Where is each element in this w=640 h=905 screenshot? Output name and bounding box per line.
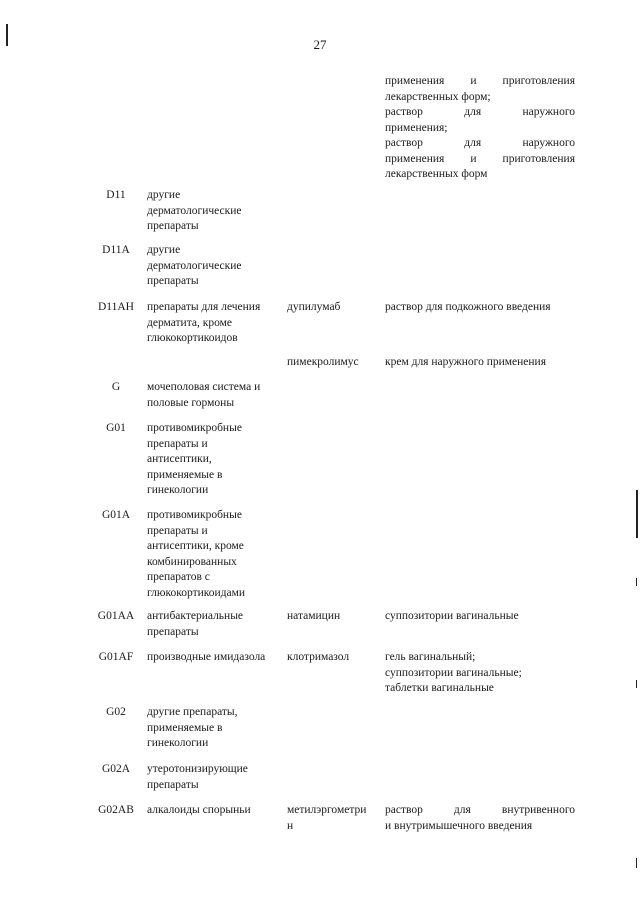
- dosage-form: [385, 300, 575, 316]
- atc-code: G01AA: [97, 610, 135, 622]
- group-name: [147, 650, 285, 666]
- group-name-line: применяемые в: [147, 468, 223, 481]
- drug-name: метилэргометри н: [287, 804, 367, 832]
- continuation-form-text: [385, 74, 575, 183]
- atc-code: G02A: [101, 763, 131, 775]
- left-edge-mark: [6, 24, 8, 46]
- drug-name: пимекролимус: [287, 356, 359, 368]
- dosage-form: [385, 650, 575, 697]
- right-edge-tick: [636, 858, 637, 868]
- form-line: суппозитории вагинальные;: [385, 666, 522, 679]
- group-name-line: препараты: [147, 220, 199, 232]
- form-line: раствор для наружного: [385, 106, 575, 118]
- form-line: применения и приготовления: [385, 152, 575, 165]
- right-edge-mark: [636, 490, 638, 538]
- drug-name: клотримазол: [287, 651, 350, 663]
- atc-code: G01AF: [98, 651, 134, 663]
- atc-code: G: [111, 381, 121, 393]
- atc-code: D11: [106, 189, 126, 201]
- group-name-line: препараты и: [147, 524, 208, 537]
- dosage-form: [385, 355, 575, 371]
- group-name: [147, 803, 285, 819]
- group-name: [147, 609, 285, 640]
- group-name-line: гинекологии: [147, 737, 209, 749]
- group-name: [147, 188, 285, 235]
- form-line: раствор для наружного: [385, 137, 575, 149]
- atc-code: G02: [106, 706, 126, 718]
- form-line: применения;: [385, 121, 448, 134]
- dosage-form: [385, 609, 575, 625]
- group-name-line: другие: [147, 244, 181, 256]
- right-edge-tick: [636, 578, 637, 586]
- atc-code: D11AH: [98, 301, 134, 313]
- group-name-line: другие препараты,: [147, 706, 238, 718]
- group-name-line: препараты: [147, 275, 199, 287]
- group-name: [147, 762, 285, 793]
- group-name: [147, 380, 285, 411]
- atc-code: G01A: [101, 509, 131, 521]
- right-edge-tick: [636, 680, 637, 688]
- group-name-line: антибактериальные: [147, 610, 244, 622]
- group-name-line: противомикробные: [147, 509, 242, 521]
- form-line: раствор для внутривенного: [385, 804, 575, 816]
- group-name: [147, 705, 285, 752]
- form-line: гель вагинальный;: [385, 651, 476, 663]
- group-name-line: применяемые в: [147, 721, 223, 734]
- form-line: лекарственных форм: [385, 168, 488, 180]
- drug-name: натамицин: [287, 610, 341, 622]
- group-name-line: дерматита, кроме: [147, 316, 232, 329]
- group-name-line: препараты: [147, 625, 199, 638]
- group-name-line: антисептики,: [147, 453, 212, 465]
- group-name-line: гинекологии: [147, 484, 209, 496]
- page-number: 27: [313, 37, 327, 52]
- group-name: [147, 300, 285, 347]
- atc-code: D11A: [102, 244, 130, 256]
- group-name-line: глюкокортикоидов: [147, 332, 238, 344]
- group-name-line: дерматологические: [147, 259, 242, 272]
- group-name-line: препаратов с: [147, 571, 210, 583]
- group-name-line: алкалоиды спорыньи: [147, 804, 251, 816]
- group-name-line: дерматологические: [147, 204, 242, 217]
- group-name-line: половые гормоны: [147, 396, 235, 409]
- group-name-line: утеротонизирующие: [147, 763, 248, 775]
- form-line: крем для наружного применения: [385, 356, 547, 368]
- group-name-line: антисептики, кроме: [147, 540, 244, 552]
- group-name-line: препараты: [147, 778, 199, 791]
- group-name: [147, 508, 285, 601]
- form-line: применения и приготовления: [385, 75, 575, 87]
- form-line: таблетки вагинальные: [385, 682, 494, 694]
- atc-code: G01: [106, 422, 126, 434]
- atc-code: G02AB: [98, 804, 134, 816]
- group-name-line: глюкокортикоидами: [147, 586, 246, 599]
- dosage-form: [385, 803, 575, 834]
- group-name-line: производные имидазола: [147, 651, 266, 663]
- group-name-line: противомикробные: [147, 422, 242, 434]
- group-name-line: препараты и: [147, 437, 208, 450]
- form-line: и внутримышечного введения: [385, 819, 533, 832]
- group-name: [147, 421, 285, 499]
- group-name-line: препараты для лечения: [147, 301, 261, 313]
- form-line: лекарственных форм;: [385, 90, 491, 103]
- drug-name: дупилумаб: [287, 301, 341, 313]
- form-line: раствор для подкожного введения: [385, 301, 551, 313]
- group-name: [147, 243, 285, 290]
- group-name-line: комбинированных: [147, 555, 237, 568]
- group-name-line: другие: [147, 189, 181, 201]
- form-line: суппозитории вагинальные: [385, 610, 519, 622]
- group-name-line: мочеполовая система и: [147, 381, 261, 393]
